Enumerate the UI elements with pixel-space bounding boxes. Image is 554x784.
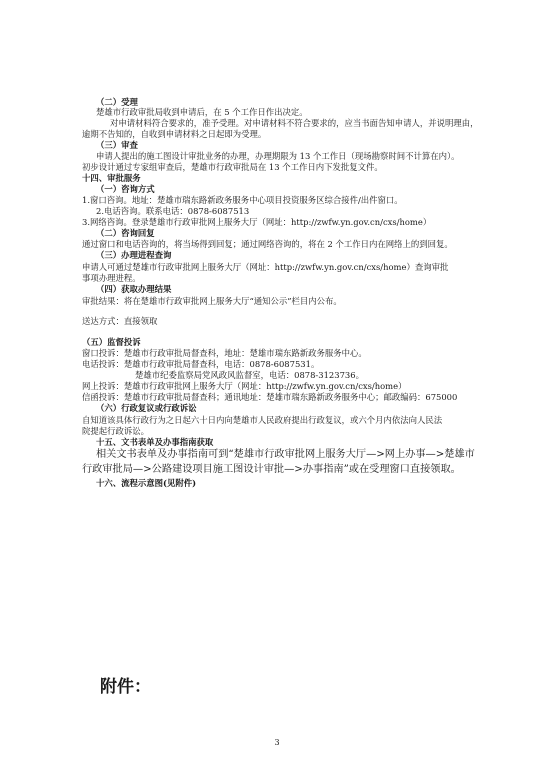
paragraph-line: 电话投诉：楚雄市行政审批局督查科，电话：0878-6087531。	[82, 359, 320, 369]
paragraph-line: 逾期不告知的，自收到申请材料之日起即为受理。	[82, 129, 267, 139]
paragraph-line: 2.电话咨询。联系电话：0878-6087513	[96, 206, 250, 216]
paragraph-line: 楚雄市纪委监察局党风政风监督室，电话：0878-3123736。	[135, 370, 364, 380]
paragraph-line: 窗口投诉：楚雄市行政审批局督查科，地址：楚雄市瑞东路新政务服务中心。	[82, 348, 367, 358]
paragraph-line: 审批结果：将在楚雄市行政审批网上服务大厅“通知公示”栏目内公布。	[82, 296, 342, 306]
section-heading: 十五、文书表单及办事指南获取	[96, 437, 214, 447]
paragraph-line: 相关文书表单及办事指南可到“楚雄市行政审批网上服务大厅—>网上办事—>楚雄市	[96, 449, 475, 460]
paragraph-line: 申请人提出的施工图设计审批业务的办理，办理期限为 13 个工作日（现场勘察时间不计算在内）。	[96, 151, 460, 161]
paragraph-line: 自知道该具体行政行为之日起六十日内向楚雄市人民政府提出行政复议，或六个月内依法向人民法	[82, 415, 443, 425]
paragraph-line: 初步设计通过专家组审查后，楚雄市行政审批局在 13 个工作日内下发批复文件。	[82, 162, 383, 172]
section-heading: （二）咨询回复	[96, 228, 155, 238]
paragraph-line: 信函投诉：楚雄市行政审批局督查科；通讯地址：楚雄市瑞东路新政务服务中心；邮政编码：675000	[82, 392, 458, 402]
section-heading: （二）受理	[96, 97, 138, 107]
paragraph-line: 送达方式：直接领取	[82, 316, 158, 326]
paragraph-line: 行政审批局—>公路建设项目施工图设计审批—>办事指南”或在受理窗口直接领取。	[82, 464, 461, 475]
paragraph-line: 院提起行政诉讼。	[82, 426, 149, 436]
section-heading: 十六、流程示意图(见附件)	[96, 478, 197, 488]
attachment-label: 附件：	[100, 677, 151, 697]
paragraph-line: 通过窗口和电话咨询的，将当场得到回复；通过网络咨询的，将在 2 个工作日内在网络上的到回复。	[82, 239, 453, 249]
paragraph-line: 3.网络咨询。登录楚雄市行政审批网上服务大厅（网址：http://zwfw.yn.gov.cn/cxs/home）	[82, 217, 432, 227]
paragraph-line: 事项办理进程。	[82, 273, 141, 283]
paragraph-line: 申请人可通过楚雄市行政审批网上服务大厅（网址：http://zwfw.yn.gov.cn/cxs/home）查询审批	[82, 262, 449, 272]
section-heading: （三）审查	[96, 140, 138, 150]
page-number: 3	[274, 738, 280, 747]
paragraph-line: 网上投诉：楚雄市行政审批网上服务大厅（网址：http://zwfw.yn.gov.cn/cxs/home）	[82, 381, 407, 391]
section-heading: （一）咨询方式	[96, 184, 155, 194]
paragraph-line: 1.窗口咨询。地址：楚雄市瑞东路新政务服务中心项目投资服务区综合接件/出件窗口。	[82, 195, 403, 205]
section-heading: 十四、审批服务	[82, 173, 141, 183]
section-heading: （三）办理进程查询	[96, 250, 172, 260]
paragraph-line: 对申请材料符合要求的，准予受理。对申请材料不符合要求的，应当书面告知申请人，并说明理由，	[110, 118, 479, 128]
paragraph-line: 楚雄市行政审批局收到申请后，在 5 个工作日作出决定。	[96, 107, 308, 117]
section-heading: （五）监督投诉	[82, 337, 141, 347]
section-heading: （六）行政复议或行政诉讼	[96, 403, 197, 413]
section-heading: （四）获取办理结果	[96, 284, 172, 294]
